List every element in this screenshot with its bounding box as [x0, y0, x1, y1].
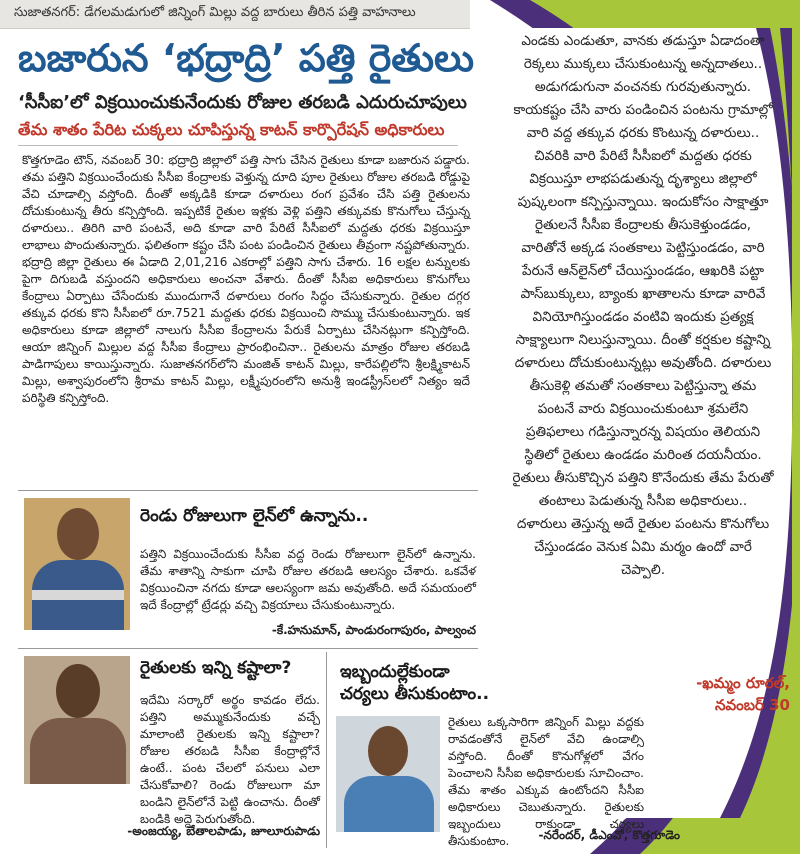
- photo-caption: సుజాతనగర్: డేగలమడుగులో జిన్నింగ్ మిల్లు వద్ద బారులు తీరిన పత్తి వాహనాలు: [14, 5, 416, 20]
- officer-photo: [336, 716, 440, 832]
- sidebar-signature-line1: -ఖమ్మం రూరల్,: [696, 674, 790, 692]
- box3-title-line1: ఇబ్బందుల్లేకుండా: [340, 662, 450, 682]
- box2-title: రైతులకు ఇన్ని కష్టాలా?: [140, 658, 292, 678]
- sidebar-commentary: ఎండకు ఎండుతూ, వానకు తడుస్తూ ఏడాదంతా రెక్కలు ముక్కలు చేసుకుంటున్న అన్నదాతలు.. అడుగడుగునా వంచనకు గురవుతున్నారు. కాయకష్టం చేసి వారు పండించిన పంటను గ్రామాల్లో వారి వద్ద తక్కువ ధరకు కొంటున్న దళారులు.. చివరికి వారి పేరిటే సీసీఐలో మద్దతు ధరకు విక్రయిస్తూ లాభపడుతున్న దృశ్యాలు జిల్లాలో పుష్కలంగా కన్పిస్తున్నాయి. ఇందుకోసం సాక్షాత్తూ రైతులనే సీసీఐ కేంద్రాలకు తీసుకెళ్తుండడం, వారితోనే అక్కడ సంతకాలు పెట్టిస్తుండడం, వారి పేరునే ఆన్‌లైన్‌లో చేయిస్తుండడం, ఆఖరికి పట్టా పాస్‌బుక్కులు, బ్యాంకు ఖాతాలను కూడా వారివే వినియోగిస్తుండడం వంటివి ఇందుకు ప్రత్యక్ష సాక్ష్యాలుగా నిలుస్తున్నాయి. దీంతో కర్షకుల కష్టాన్ని దళారులు దోచుకుంటున్నట్లు అవుతోంది. దళారులు తీసుకెళ్లి తమతో సంతకాలు పెట్టిస్తున్నా తమ పంటనే వారు విక్రయించుకుంటూ శ్రమలేని ప్రతిఫలాలు గడిస్తున్నారన్న విషయం తెలియని స్థితిలో రైతులు ఉండడం మరింత దయనీయం. రైతులు తీసుకొచ్చిన పత్తిని కొనేందుకు తేమ పేరుతో తంటాలు పెడుతున్న సీసీఐ అధికారులు.. దళారులు తెస్తున్న అదే రైతుల పంటను కొనుగోలు చేస్తుండడం వెనుక ఏమి మర్మం ఉందో వారే చెప్పాలి.: [512, 33, 774, 578]
- box1-signature: -కే.హనుమాన్, పాండురంగాపురం, పాల్వంచ: [271, 623, 476, 637]
- farmer-photo-2: [24, 656, 130, 784]
- box2-signature: -అంజయ్య, బేతాలపాడు, జూలూరుపాడు: [127, 824, 320, 838]
- subheadline-2: తేమ శాతం పేరిట చుక్కలు చూపిస్తున్న కాటన్ కార్పొరేషన్ అధికారులు: [18, 120, 445, 139]
- photo-caption-strip: [0, 0, 470, 29]
- box1-text: పత్తిని విక్రయించేందుకు సీసీఐ వద్ద రెండు రోజులుగా లైన్‌లో ఉన్నాను. తేమ శాతాన్ని సాకుగా చూపి రోజుల తరబడి ఆలస్యం చేశారు. ఒకవేళ విక్రయించినా నగదు కూడా ఆలస్యంగా జమ అవుతోంది. అదే సమయంలో ఇదే కేంద్రాల్లో ట్రేడర్లు వచ్చి విక్రయాలు చేసుకుంటున్నారు.: [140, 547, 476, 612]
- subheadline-1: ‘సీసీఐ’లో విక్రయించుకునేందుకు రోజుల తరబడి ఎదురుచూపులు: [18, 92, 467, 113]
- headline: బజారున ‘భద్రాద్రి’ పత్తి రైతులు: [18, 36, 475, 80]
- divider: [18, 145, 458, 146]
- box1-title: రెండు రోజులుగా లైన్‌లో ఉన్నాను..: [140, 506, 369, 526]
- box2-text: ఇదేమి సర్కారో అర్థం కావడం లేదు. పత్తిని అమ్ముకునేందుకు వచ్చే మాలాంటి రైతులకు ఇన్ని కష్టాలా? రోజుల తరబడి సీసీఐ కేంద్రాల్లోనే ఉంటే.. పంట చేలలో పనులు ఎలా చేసుకోవాలి? రెండు రోజులుగా మా బండిని లైన్‌లోనే పెట్టి ఉంచాను. దీంతో బండికి అద్దె పెరుగుతోంది.: [140, 693, 320, 826]
- divider: [18, 648, 478, 649]
- box3-title-line2: చర్యలు తీసుకుంటాం..: [340, 684, 490, 704]
- box3-text: రైతులు ఒక్కసారిగా జిన్నింగ్ మిల్లు వద్దకు రావడంతోనే లైన్‌లో వేచి ఉండాల్సి వస్తోంది. దీంతో కొనుగోళ్లలో వేగం పెంచాలని సీసీఐ అధికారులకు సూచించాం. తేమ శాతం ఎక్కువ ఉంటోందని సీసీఐ అధికారులు చెబుతున్నారు. రైతులకు ఇబ్బందులు రాకుండా చర్యలు తీసుకుంటాం.: [448, 715, 644, 848]
- box3-signature: -నరేందర్, డీఎంవో, కొత్తగూడెం: [538, 828, 680, 842]
- farmer-photo-1: [24, 498, 130, 630]
- divider: [18, 490, 478, 491]
- article-body: కొత్తగూడెం టౌన్, నవంబర్ 30: భద్రాద్రి జిల్లాలో పత్తి సాగు చేసిన రైతులు కూడా బజారున పడ్డారు. తమ పత్తిని విక్రయించేందుకు సీసీఐ కేంద్రాలకు వెళ్తున్న దూది పూల రైతులు రోజుల తరబడి రోడ్డుపై వేచి చూడాల్సి వస్తోంది. దీంతో అక్కడికి కూడా దళారులు రంగ ప్రవేశం చేసి పత్తి రైతులను దోచుకుంటున్న తీరు కన్పిస్తోంది. ఇప్పటికే రైతుల ఇళ్లకు వెళ్లి పత్తిని తక్కువకు కొనుగోలు చేస్తున్న దళారులు.. తిరిగి వారి పంటనే, అది కూడా వారి పేరిటే సీసీఐలో మద్దతు ధరకు విక్రయిస్తూ లాభాలు పొందుతున్నారు. ఫలితంగా కష్టం చేసి పంట పండించిన రైతులు తీవ్రంగా నష్టపోతున్నారు. భద్రాద్రి జిల్లా రైతులు ఈ ఏడాది 2,01,216 ఎకరాల్లో పత్తిని సాగు చేశారు. 16 లక్షల టన్నులకు పైగా దిగుబడి వస్తుందని అధికారులు అంచనా వేశారు. దీంతో సీసీఐ అధికారులు కొనుగోలు కేంద్రాలు ఏర్పాటు చేసేందుకు ముందుగానే దళారులు రంగం సిద్ధం చేసుకున్నారు. రైతుల దగ్గర తక్కువ ధరకు కొని సీసీఐలో రూ.7521 మద్దతు ధరకు విక్రయించి సొమ్ము చేసుకుంటున్నారు. ఇక అధికారులు కూడా జిల్లాలో నాలుగు సీసీఐ కేంద్రాలను పేరుకే ఏర్పాటు చేసినట్లుగా కన్పిస్తోంది. ఆయా జిన్నింగ్ మిల్లుల వద్ద సీసీఐ కేంద్రాలు ప్రారంభించినా.. రైతులను మాత్రం రోజుల తరబడి పాడిగాపులు కాయిస్తున్నారు. సుజాతనగర్‌లోని మంజిత్ కాటన్ మిల్లు, కారేపల్లిలోని శ్రీలక్ష్మికాటన్ మిల్లు, అశ్వాపురంలోని శ్రీరామ కాటన్ మిల్లు, లక్ష్మీపురంలోని అనుశ్రీ ఇండస్ట్రీస్‌లలో నిత్యం ఇదే పరిస్థితి కన్పిస్తోంది.: [22, 153, 470, 405]
- sidebar-signature: [640, 672, 790, 716]
- sidebar-signature-line2: నవంబర్ 30: [714, 696, 790, 714]
- divider: [326, 652, 327, 848]
